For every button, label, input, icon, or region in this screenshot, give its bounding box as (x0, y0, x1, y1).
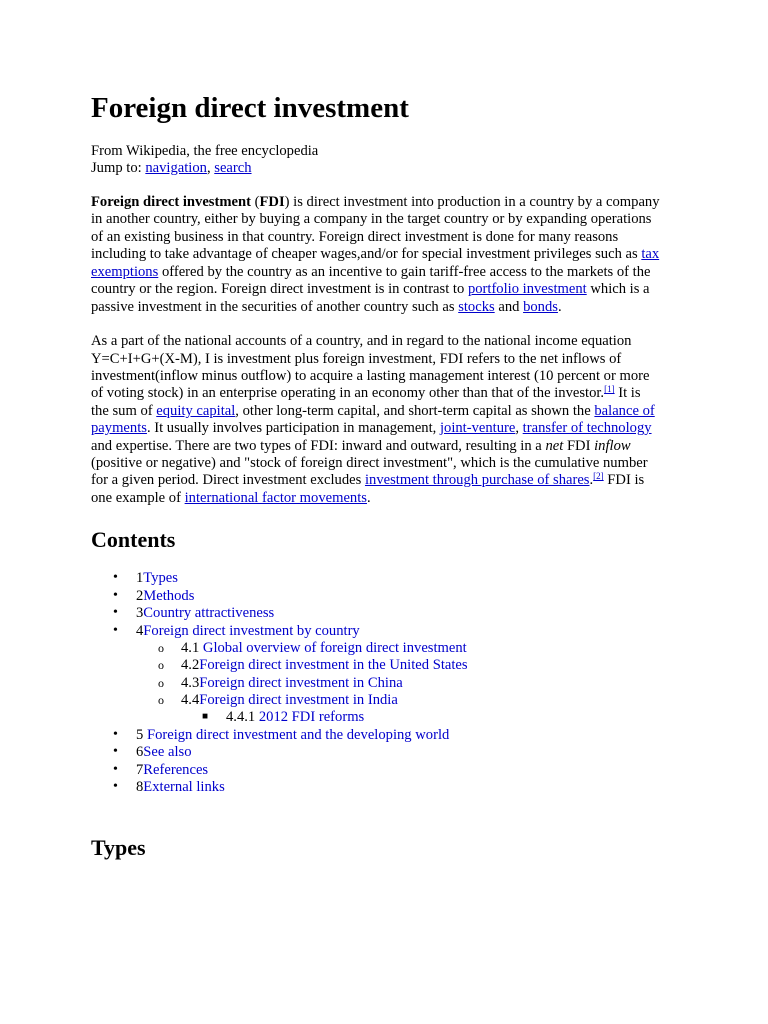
inflow-italic: inflow (594, 438, 631, 454)
contents-heading: Contents (91, 527, 176, 552)
p2-line-5 (91, 403, 655, 420)
toc-link[interactable]: Foreign direct investment by country (143, 623, 360, 639)
toc-item-methods[interactable] (136, 588, 194, 605)
p1-line-7 (91, 299, 562, 316)
reference-1-link[interactable]: [1] (604, 384, 615, 394)
p2-line-8: (positive or negative) and "stock of foreign direct investment", which is the cumulative number (91, 455, 648, 471)
toc-number: 4.2 (181, 657, 200, 673)
p1-text: ) is direct investment into production in a country by a company (284, 194, 660, 210)
bullet-disc: • (113, 727, 118, 742)
types-section-heading: Types (91, 835, 146, 860)
toc-number: 4 (136, 623, 144, 639)
balance-of-payments-link[interactable]: balance of (594, 403, 655, 419)
toc-number: 2 (136, 588, 144, 604)
toc-item-developing-world[interactable] (136, 727, 449, 744)
p1-line-5 (91, 264, 651, 281)
p2-line-6 (91, 420, 652, 437)
p2-text: It is (614, 385, 641, 401)
bullet-disc: • (113, 779, 118, 794)
portfolio-investment-link[interactable]: portfolio investment (467, 281, 587, 297)
toc-link[interactable]: Foreign direct investment in India (199, 692, 398, 708)
p2-line-2: Y=C+I+G+(X-M), I is investment plus foreign investment, FDI refers to the net inflows of (91, 351, 622, 367)
toc-number: 5 (136, 727, 144, 743)
bonds-link[interactable]: bonds (523, 299, 558, 315)
bullet-disc: • (113, 623, 118, 638)
p2-text: for a given period. Direct investment excludes (91, 472, 362, 488)
transfer-of-technology-link[interactable]: transfer of technology (522, 420, 652, 436)
bullet-square: ■ (202, 711, 209, 722)
toc-number: 4.4.1 (226, 709, 256, 725)
p2-text: . (589, 472, 594, 488)
p2-text: FDI is (603, 472, 645, 488)
toc-number: 4.3 (181, 675, 200, 691)
bullet-circle: o (158, 641, 164, 655)
p1-line-4 (91, 246, 659, 263)
p2-text: , other long-term capital, and short-term capital as shown the (235, 403, 591, 419)
toc-link[interactable]: References (143, 762, 209, 778)
toc-link[interactable]: External links (143, 779, 225, 795)
p1-text: passive investment in the securities of another country such as (91, 299, 455, 315)
toc-item-fdi-india[interactable] (181, 692, 398, 709)
p2-text: one example of (91, 490, 185, 506)
toc-item-references[interactable] (136, 762, 208, 779)
p1-text: including to take advantage of cheaper wages,and/or for special investment privileges such as (91, 246, 638, 262)
p2-line-1: As a part of the national accounts of a country, and in regard to the national income equation (91, 333, 632, 349)
bullet-circle: o (158, 658, 164, 672)
jump-label: Jump to: (91, 160, 142, 176)
toc-number: 4.4 (181, 692, 200, 708)
p2-text: of voting stock) in an enterprise operating in an economy other than that of the investor. (91, 385, 605, 401)
toc-link[interactable]: Country attractiveness (143, 605, 275, 621)
international-factor-movements-link[interactable]: international factor movements (184, 490, 367, 506)
p1-line-1 (91, 194, 660, 211)
navigation-link[interactable]: navigation (145, 160, 207, 176)
p2-text: FDI (563, 438, 591, 454)
bullet-disc: • (113, 605, 118, 620)
bullet-circle: o (158, 676, 164, 690)
toc-link[interactable]: Foreign direct investment and the developing world (146, 727, 450, 743)
p1-line-6 (91, 281, 650, 298)
toc-number: 6 (136, 744, 144, 760)
p2-line-3: investment(inflow minus outflow) to acquire a lasting management interest (10 percent or more (91, 368, 650, 384)
stocks-link[interactable]: stocks (458, 299, 495, 315)
page-title: Foreign direct investment (91, 92, 409, 124)
p2-line-4 (91, 385, 641, 402)
toc-number: 7 (136, 762, 144, 778)
toc-link[interactable]: Types (143, 570, 178, 586)
joint-venture-link[interactable]: joint-venture (439, 420, 516, 436)
balance-of-payments-link-cont[interactable]: payments (91, 420, 147, 436)
p2-text: , (515, 420, 520, 436)
p1-text: which is a (586, 281, 650, 297)
reference-2-link[interactable]: [2] (593, 471, 604, 481)
bullet-disc: • (113, 570, 118, 585)
toc-item-fdi-china[interactable] (181, 675, 403, 692)
site-subtitle: From Wikipedia, the free encyclopedia (91, 143, 319, 159)
p2-text: the sum of (91, 403, 157, 419)
toc-link[interactable]: See also (143, 744, 192, 760)
p1-line-2: in another country, either by buying a company in the target country or by expanding operations (91, 211, 652, 227)
toc-item-see-also[interactable] (136, 744, 192, 761)
toc-link[interactable]: Foreign direct investment in China (199, 675, 403, 691)
toc-item-fdi-by-country[interactable] (136, 623, 360, 640)
p1-text: offered by the country as an incentive to gain tariff-free access to the markets of the (158, 264, 651, 280)
toc-number: 8 (136, 779, 144, 795)
bullet-disc: • (113, 588, 118, 603)
toc-link[interactable]: Global overview of foreign direct investment (202, 640, 467, 656)
p2-text: . It usually involves participation in management, (146, 420, 437, 436)
bullet-disc: • (113, 762, 118, 777)
toc-link[interactable]: Methods (143, 588, 195, 604)
term-fdi-bold: Foreign direct investment (91, 194, 251, 210)
tax-exemptions-link-cont[interactable]: exemptions (91, 264, 159, 280)
bullet-circle: o (158, 693, 164, 707)
toc-item-global-overview[interactable] (181, 640, 467, 657)
equity-capital-link[interactable]: equity capital (156, 403, 236, 419)
tax-exemptions-link[interactable]: tax (641, 246, 660, 262)
investment-through-shares-link[interactable]: investment through purchase of shares (364, 472, 590, 488)
toc-number: 1 (136, 570, 144, 586)
p1-text: . (557, 299, 562, 315)
toc-link[interactable]: Foreign direct investment in the United States (199, 657, 468, 673)
p1-text: country or the region. Foreign direct investment is in contrast to (91, 281, 465, 297)
toc-item-types[interactable] (136, 570, 178, 587)
toc-item-country-attractiveness[interactable] (136, 605, 274, 622)
toc-link[interactable]: 2012 FDI reforms (258, 709, 365, 725)
toc-item-2012-fdi-reforms[interactable] (226, 709, 364, 726)
jump-separator: , (206, 160, 211, 176)
toc-item-fdi-united-states[interactable] (181, 657, 468, 674)
p1-text: ( (250, 194, 260, 210)
toc-number: 3 (136, 605, 144, 621)
p2-line-7 (91, 438, 631, 455)
p2-text: and expertise. There are two types of FDI: inward and outward, resulting in a (91, 438, 542, 454)
term-fdi-abbrev: FDI (259, 194, 285, 210)
jump-links (91, 160, 252, 177)
toc-item-external-links[interactable] (136, 779, 225, 796)
p1-text: and (494, 299, 524, 315)
bullet-disc: • (113, 744, 118, 759)
net-italic: net (545, 438, 564, 454)
p2-line-10 (91, 490, 371, 507)
p2-text: . (366, 490, 371, 506)
toc-number: 4.1 (181, 640, 200, 656)
p2-line-9 (91, 472, 644, 489)
p1-line-3: of an existing business in that country. Foreign direct investment is done for many reasons (91, 229, 619, 245)
search-link[interactable]: search (214, 160, 252, 176)
